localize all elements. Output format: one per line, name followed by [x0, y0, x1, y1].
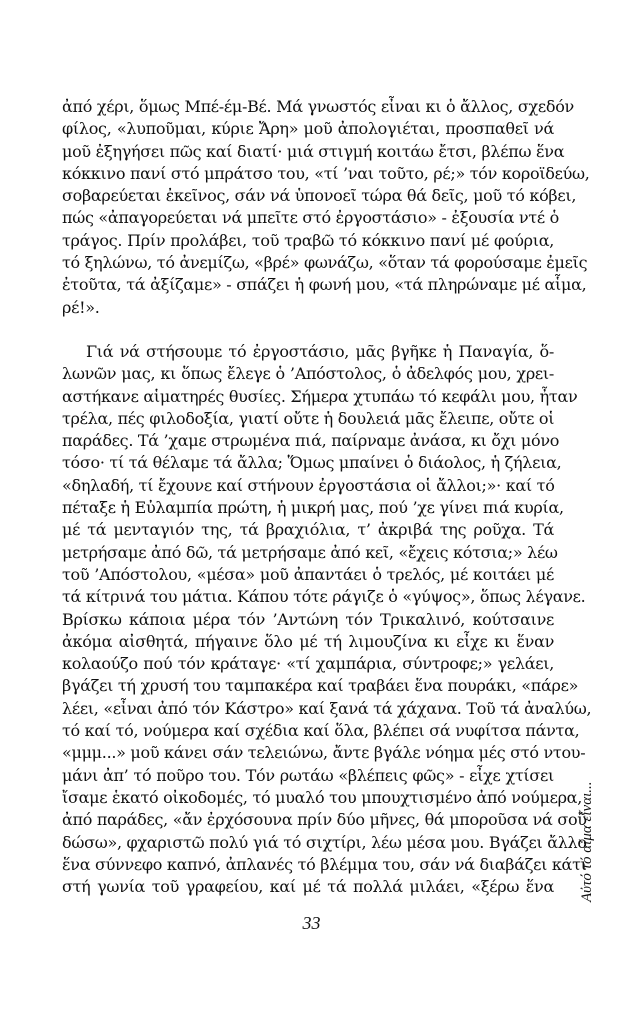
- paragraph-2: [62, 341, 592, 898]
- text-line: κολαούζο πού τόν κράταγε· «τί χαμπάρια, σύντροφε;» γελάει,: [62, 654, 554, 674]
- text-line: βγάζει τή χρυσή του ταμπακέρα καί τραβάει ἕνα πουράκι, «πάρε»: [62, 676, 579, 696]
- text-line: δώσω», φχαριστῶ πολύ γιά τό σιχτίρι, λέω μέσα μου. Βγάζει ἄλλο: [62, 832, 587, 852]
- text-line: «μμμ...» μοῦ κάνει σάν τελειώνω, ἄντε βγάλε νόημα μές στό ντου-: [62, 743, 586, 763]
- text-line: σοβαρεύεται ἐκεῖνος, σάν νά ὑπονοεῖ τώρα θά δεῖς, μοῦ τό κόβει,: [62, 186, 577, 206]
- text-line: τά κίτρινά του μάτια. Κάπου τότε ράγιζε ὁ «γύψος», ὅπως λέγανε.: [62, 587, 586, 607]
- text-line: ἐτοῦτα, τά ἀξίζαμε» - σπάζει ἡ φωνή μου, «τά πληρώναμε μέ αἷμα,: [62, 275, 587, 295]
- text-line: μάνι ἀπ’ τό ποῦρο του. Τόν ρωτάω «βλέπεις φῶς» - εἶχε χτίσει: [62, 765, 554, 785]
- body-text: [62, 96, 592, 898]
- text-line: ἀκόμα αἰσθητά, πήγαινε ὅλο μέ τή λιμουζίνα κι εἶχε κι ἕναν: [62, 631, 554, 651]
- text-line: τό καί τό, νούμερα καί σχέδια καί ὅλα, βλέπει σά νυφίτσα πάντα,: [62, 721, 580, 741]
- text-line: λωνῶν μας, κι ὅπως ἔλεγε ὁ ’Απόστολος, ὁ ἀδελφός μου, χρει-: [62, 364, 554, 384]
- text-line: τόσο· τί τά θέλαμε τά ἄλλα; Ὅμως μπαίνει ὁ διάολος, ἡ ζήλεια,: [62, 453, 562, 473]
- text-line: ἕνα σύννεφο καπνό, ἀπλανές τό βλέμμα του, σάν νά διαβάζει κάτι: [62, 854, 587, 874]
- text-line: μέ τά μενταγιόν της, τά βραχιόλια, τ’ ἀκριβά της ροῦχα. Τά: [62, 520, 554, 540]
- text-line: τό ξηλώνω, τό ἀνεμίζω, «βρέ» φωνάζω, «ὅταν τά φορούσαμε ἐμεῖς: [62, 253, 588, 273]
- text-line: τοῦ ’Απόστολου, «μέσα» μοῦ ἀπαντάει ὁ τρελός, μέ κοιτάει μέ: [62, 564, 554, 584]
- text-line: τρέλα, πές φιλοδοξία, γιατί οὔτε ἡ δουλειά μᾶς ἔλειπε, οὔτε οἱ: [62, 408, 555, 428]
- paragraph-1: [62, 96, 590, 319]
- text-line: «δηλαδή, τί ἔχουνε καί στήνουν ἐργοστάσια οἱ ἄλλοι;»· καί τό: [62, 475, 555, 495]
- text-line: κόκκινο πανί στό μπράτσο του, «τί ’ναι τοῦτο, ρέ;» τόν κοροϊδεύω,: [62, 163, 590, 183]
- book-page: ἀπό χέρι, ὅμως Μπέ-έμ-Βέ. Μά γνωστός εἶναι κι ὁ ἄλλος, σχεδόν φίλος, «λυποῦμαι, κύριε Ἄρη» μοῦ ἀπολογιέται, προσπαθεῖ νά μοῦ ἐξηγήσει πῶς καί διατί· μιά στιγμή κοιτάω ἔτσι, βλέπω ἕνα κόκκινο πανί στό μπράτσο του, «τί ’ναι τοῦτο, ρέ;» τόν κοροϊδεύω, σοβαρεύεται ἐκεῖνος, σάν νά ὑπονοεῖ τώρα θά δεῖς, μοῦ τό κόβει, πώς «ἀπαγορεύεται νά μπεῖτε στό ἐργοστάσιο» - ἐξουσία ντέ ὁ τράγος. Πρίν προλάβει, τοῦ τραβῶ τό κόκκινο πανί μέ φούρια, τό ξηλώνω, τό ἀνεμίζω, «βρέ» φωνάζω, «ὅταν τά φορούσαμε ἐμεῖς ἐτοῦτα, τά ἀξίζαμε» - σπάζει ἡ φωνή μου, «τά πληρώναμε μέ αἷμα, ρέ!». Γιά νά στήσουμε τό ἐργοστάσιο, μᾶς βγῆκε ἡ Παναγία, ὅ- λωνῶν μας, κι ὅπως ἔλεγε ὁ ’Απόστολος, ὁ ἀδελφός μου, χρει- αστήκανε αἱματηρές θυσίες. Σήμερα χτυπάω τό κεφάλι μου, ἦταν τρέλα, πές φιλοδοξία, γιατί οὔτε ἡ δουλειά μᾶς ἔλειπε, οὔτε οἱ παράδες. Τά ’χαμε στρωμένα πιά, παίρναμε ἀνάσα, κι ὄχι μόνο τόσο· τί τά θέλαμε τά ἄλλα; Ὅμως μπαίνει ὁ διάολος, ἡ ζήλεια, «δηλαδή, τί ἔχουνε καί στήνουν ἐργοστάσια οἱ ἄλλοι;»· καί τό πέταξε ἡ Εὐλαμπία πρώτη, ἡ μικρή μας, πού ’χε γίνει πιά κυρία, μέ τά μενταγιόν της, τά βραχιόλια, τ’ ἀκριβά της ροῦχα. Τά μετρήσαμε ἀπό δῶ, τά μετρήσαμε ἀπό κεῖ, «ἔχεις κότσια;» λέω τοῦ ’Απόστολου, «μέσα» μοῦ ἀπαντάει ὁ τρελός, μέ κοιτάει μέ τά κίτρινά του μάτια. Κάπου τότε ράγιζε ὁ «γύψος», ὅπως λέγανε. Βρίσκω κάποια μέρα τόν ’Αντώνη τόν Τρικαλινό, κούτσαινε ἀκόμα αἰσθητά, πήγαινε ὅλο μέ τή λιμουζίνα κι εἶχε κι ἕναν κολαούζο πού τόν κράταγε· «τί χαμπάρια, σύντροφε;» γελάει, βγάζει τή χρυσή του ταμπακέρα καί τραβάει ἕνα πουράκι, «πάρε» λέει, «εἶναι ἀπό τόν Κάστρο» καί ξανά τά χάχανα. Τοῦ τά ἀναλύω, τό καί τό, νούμερα καί σχέδια καί ὅλα, βλέπει σά νυφίτσα πάντα, «μμμ...» μοῦ κάνει σάν τελειώνω, ἄντε βγάλε νόημα μές στό ντου- μάνι ἀπ’ τό ποῦρο του. Τόν ρωτάω «βλέπεις φῶς» - εἶχε χτίσει ἴσαμε ἑκατό οἰκοδομές, τό μυαλό του μπουχτισμένο ἀπό νούμερα, ἀπό παράδες, «ἄν ἐρχόσουνα πρίν δύο μῆνες, θά μποροῦσα νά σοῦ δώσω», φχαριστῶ πολύ γιά τό σιχτίρι, λέω μέσα μου. Βγάζει ἄλλο ἕνα σύννεφο καπνό, ἀπλανές τό βλέμμα του, σάν νά διαβάζει κάτι στή γωνία τοῦ γραφείου, καί μέ τά πολλά μιλάει, «ξέρω ἕνα 33 Αὐτό τό αἷμα εἶναι...: [0, 0, 623, 1024]
- text-line: ἀπό χέρι, ὅμως Μπέ-έμ-Βέ. Μά γνωστός εἶναι κι ὁ ἄλλος, σχεδόν: [62, 97, 574, 116]
- text-line: τράγος. Πρίν προλάβει, τοῦ τραβῶ τό κόκκινο πανί μέ φούρια,: [62, 230, 554, 250]
- text-line: ἴσαμε ἑκατό οἰκοδομές, τό μυαλό του μπουχτισμένο ἀπό νούμερα,: [62, 787, 582, 807]
- text-line: ρέ!».: [62, 297, 100, 317]
- text-line: στή γωνία τοῦ γραφείου, καί μέ τά πολλά μιλάει, «ξέρω ἕνα: [62, 877, 554, 897]
- text-line: παράδες. Τά ’χαμε στρωμένα πιά, παίρναμε ἀνάσα, κι ὄχι μόνο: [62, 431, 560, 451]
- text-line: λέει, «εἶναι ἀπό τόν Κάστρο» καί ξανά τά χάχανα. Τοῦ τά ἀναλύω,: [62, 698, 592, 718]
- text-line: Γιά νά στήσουμε τό ἐργοστάσιο, μᾶς βγῆκε ἡ Παναγία, ὅ-: [86, 341, 554, 361]
- paragraph-gap: [62, 319, 554, 341]
- text-line: ἀπό παράδες, «ἄν ἐρχόσουνα πρίν δύο μῆνες, θά μποροῦσα νά σοῦ: [62, 810, 587, 830]
- text-line: Βρίσκω κάποια μέρα τόν ’Αντώνη τόν Τρικαλινό, κούτσαινε: [62, 609, 554, 629]
- text-line: μετρήσαμε ἀπό δῶ, τά μετρήσαμε ἀπό κεῖ, «ἔχεις κότσια;» λέω: [62, 542, 558, 562]
- text-line: φίλος, «λυποῦμαι, κύριε Ἄρη» μοῦ ἀπολογιέται, προσπαθεῖ νά: [62, 119, 554, 139]
- page-number: 33: [302, 913, 321, 933]
- text-line: μοῦ ἐξηγήσει πῶς καί διατί· μιά στιγμή κοιτάω ἔτσι, βλέπω ἕνα: [62, 141, 565, 161]
- text-line: πώς «ἀπαγορεύεται νά μπεῖτε στό ἐργοστάσιο» - ἐξουσία ντέ ὁ: [62, 208, 559, 228]
- text-line: πέταξε ἡ Εὐλαμπία πρώτη, ἡ μικρή μας, πού ’χε γίνει πιά κυρία,: [62, 498, 564, 518]
- text-line: αστήκανε αἱματηρές θυσίες. Σήμερα χτυπάω τό κεφάλι μου, ἦταν: [62, 386, 578, 406]
